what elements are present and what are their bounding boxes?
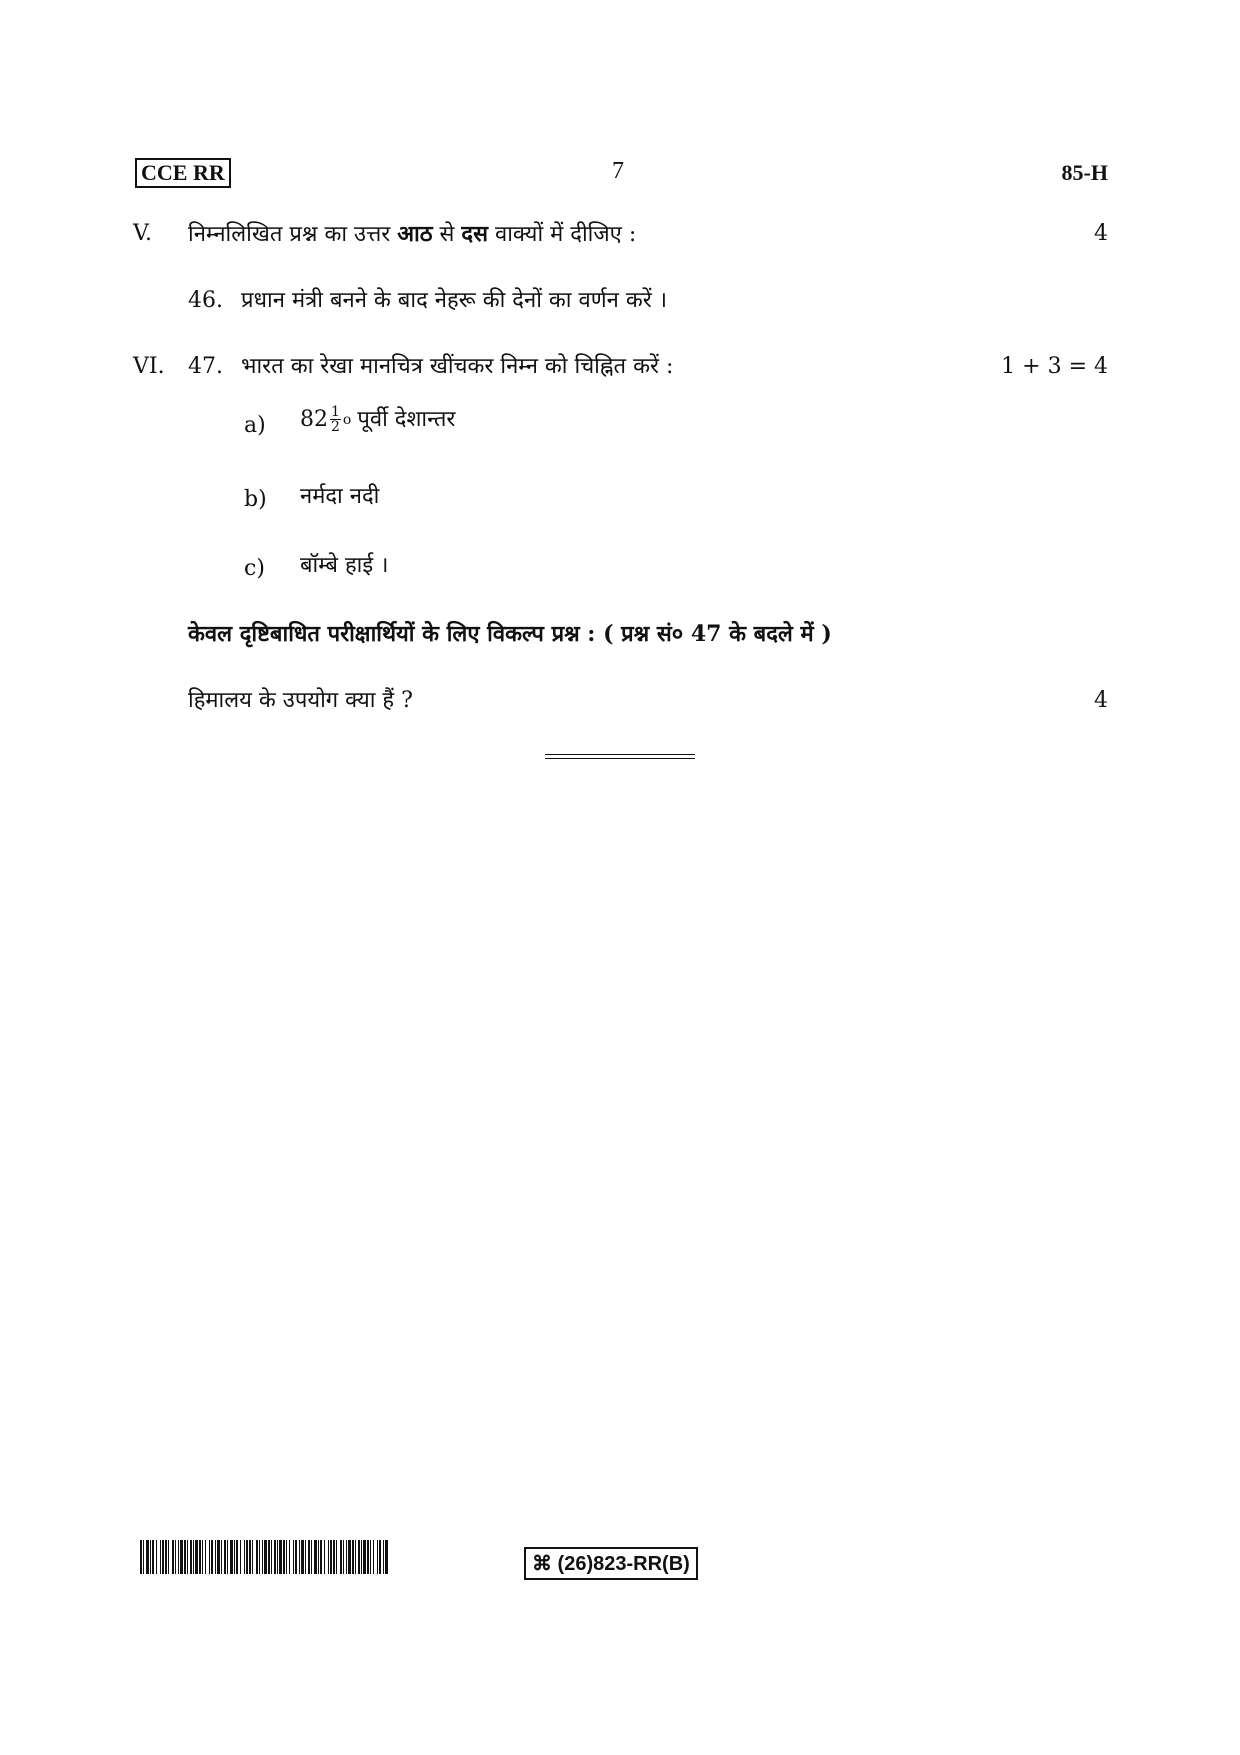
end-rule-top <box>545 754 695 755</box>
barcode-bar <box>385 1540 388 1574</box>
section-v-instruction <box>188 220 636 249</box>
alternative-question-marks: 4 <box>1094 688 1108 713</box>
page-number: 7 <box>612 158 624 184</box>
alternative-question-text: हिमालय के उपयोग क्या हैं ? <box>188 688 413 713</box>
instruction-text: निम्नलिखित प्रश्न का उत्तर <box>188 222 398 247</box>
option-a-content <box>300 405 455 434</box>
section-vi-roman: VI. <box>133 354 165 379</box>
option-b-label: b) <box>244 487 267 512</box>
question-47-marks: 1 + 3 = 4 <box>1001 354 1108 379</box>
paper-code: 85-H <box>1061 160 1108 185</box>
fraction-denominator: 2 <box>331 419 340 435</box>
option-b-text: नर्मदा नदी <box>300 484 380 509</box>
question-47-number: 47. <box>188 354 223 379</box>
alternative-question-heading: केवल दृष्टिबाधित परीक्षार्थियों के लिए विकल्प प्रश्न : ( प्रश्न सं० 47 के बदले में ) <box>188 621 832 647</box>
option-c-text: बॉम्बे हाई । <box>300 553 389 578</box>
barcode <box>140 1540 388 1574</box>
option-c-label: c) <box>244 556 265 581</box>
paper-series-code: CCE RR <box>135 158 231 188</box>
question-47-text: भारत का रेखा मानचित्र खींचकर निम्न को चिह्नित करें : <box>241 354 674 379</box>
option-a-label: a) <box>244 413 266 438</box>
instruction-emphasis: दस <box>461 221 488 247</box>
instruction-text: वाक्यों में दीजिए : <box>487 222 637 247</box>
degree-symbol: o <box>342 411 352 428</box>
question-46-number: 46. <box>188 288 223 313</box>
section-v-roman: V. <box>133 221 153 246</box>
question-46-text: प्रधान मंत्री बनने के बाद नेहरू की देनों का वर्णन करें । <box>241 288 668 313</box>
instruction-text: से <box>432 222 462 247</box>
option-a-text: पूर्वी देशान्तर <box>357 406 456 432</box>
fraction-numerator: 1 <box>331 404 340 420</box>
footer-print-code: ⌘ (26)823-RR(B) <box>524 1547 698 1580</box>
end-rule-bottom <box>545 758 695 759</box>
instruction-emphasis: आठ <box>397 221 433 247</box>
longitude-fraction <box>330 405 341 434</box>
longitude-whole: 82 <box>300 406 328 432</box>
section-v-marks: 4 <box>1094 221 1108 246</box>
